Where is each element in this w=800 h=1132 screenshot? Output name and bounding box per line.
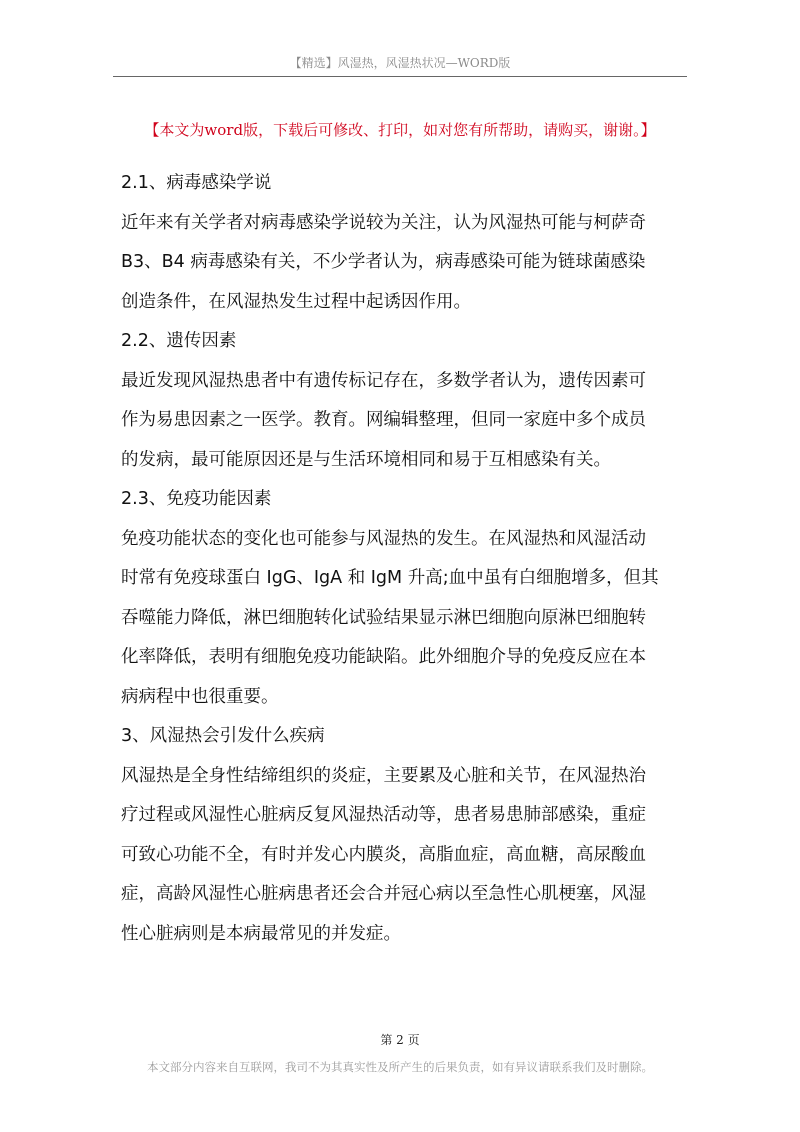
header-divider bbox=[113, 76, 687, 77]
text-line: 免疫功能状态的变化也可能参与风湿热的发生。在风湿热和风湿活动 bbox=[121, 528, 646, 549]
text-line: 可致心功能不全，有时并发心内膜炎，高脂血症，高血糖，高尿酸血 bbox=[121, 844, 646, 865]
text-line: 近年来有关学者对病毒感染学说较为关注，认为风湿热可能与柯萨奇 bbox=[121, 212, 646, 233]
document-body bbox=[121, 168, 681, 958]
heading-2-3: 2.3、免疫功能因素 bbox=[121, 489, 272, 509]
heading-2-2: 2.2、遗传因素 bbox=[121, 331, 237, 351]
text-line: 吞噬能力降低，淋巴细胞转化试验结果显示淋巴细胞向原淋巴细胞转 bbox=[121, 607, 646, 628]
text-line: 化率降低，表明有细胞免疫功能缺陷。此外细胞介导的免疫反应在本 bbox=[121, 647, 646, 667]
heading-3: 3、风湿热会引发什么疾病 bbox=[121, 726, 325, 746]
text-line: 症，高龄风湿性心脏病患者还会合并冠心病以至急性心肌梗塞，风湿 bbox=[121, 884, 646, 904]
text-line: 的发病，最可能原因还是与生活环境相同和易于互相感染有关。 bbox=[121, 449, 611, 470]
heading-2-1: 2.1、病毒感染学说 bbox=[121, 173, 272, 193]
text-line: 最近发现风湿热患者中有遗传标记存在，多数学者认为，遗传因素可 bbox=[121, 370, 646, 391]
purchase-notice: 【本文为word版，下载后可修改、打印，如对您有所帮助，请购买，谢谢。】 bbox=[144, 121, 656, 139]
page-number: 第 2 页 bbox=[380, 1033, 420, 1047]
page-header: 【精选】风湿热，风湿热状况—WORD版 bbox=[289, 56, 511, 70]
text-line: 性心脏病则是本病最常见的并发症。 bbox=[121, 923, 401, 944]
text-line: B3、B4 病毒感染有关，不少学者认为，病毒感染可能为链球菌感染 bbox=[121, 252, 646, 272]
text-line: 病病程中也很重要。 bbox=[121, 686, 279, 707]
text-line: 时常有免疫球蛋白 IgG、IgA 和 IgM 升高;血中虽有白细胞增多，但其 bbox=[121, 568, 659, 588]
text-line: 创造条件，在风湿热发生过程中起诱因作用。 bbox=[121, 291, 471, 312]
text-line: 风湿热是全身性结缔组织的炎症，主要累及心脏和关节，在风湿热治 bbox=[121, 765, 646, 786]
footer-disclaimer: 本文部分内容来自互联网，我司不为其真实性及所产生的后果负责，如有异议请联系我们及时删除。 bbox=[147, 1060, 653, 1074]
text-line: 疗过程或风湿性心脏病反复风湿热活动等，患者易患肺部感染，重症 bbox=[121, 805, 646, 825]
text-line: 作为易患因素之一医学。教育。网编辑整理，但同一家庭中多个成员 bbox=[121, 410, 646, 430]
